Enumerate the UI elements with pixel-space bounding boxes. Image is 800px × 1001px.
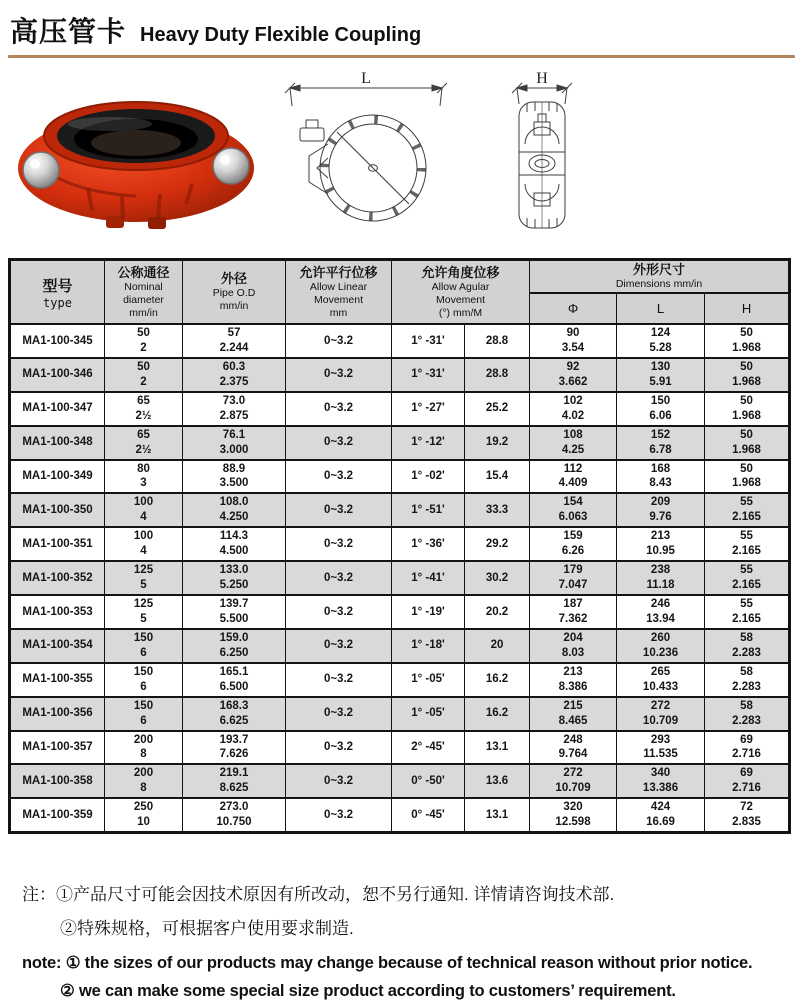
spec-table-header xyxy=(10,260,790,325)
col-header-nominal-diameter: 公称通径 Nominal diameter mm/in xyxy=(105,260,183,325)
cell-dim-l: 168 8.43 xyxy=(617,460,705,494)
cell-dim-phi: 179 7.047 xyxy=(530,561,617,595)
cell-angular-rate: 29.2 xyxy=(465,527,530,561)
cell-dim-phi: 92 3.662 xyxy=(530,358,617,392)
cell-dim-h: 69 2.716 xyxy=(705,731,790,765)
cell-angular-degrees: 0° -45' xyxy=(392,798,465,832)
table-row xyxy=(10,561,790,595)
cell-dim-h: 50 1.968 xyxy=(705,392,790,426)
table-row xyxy=(10,358,790,392)
cell-nominal-diameter: 250 10 xyxy=(105,798,183,832)
cell-angular-degrees: 1° -36' xyxy=(392,527,465,561)
cell-type: MA1-100-355 xyxy=(10,663,105,697)
front-view-drawing xyxy=(280,72,452,238)
page-title-chinese: 高压管卡 xyxy=(10,16,127,47)
cell-linear-movement: 0~3.2 xyxy=(286,595,392,629)
cell-angular-rate: 33.3 xyxy=(465,493,530,527)
cell-angular-degrees: 1° -05' xyxy=(392,663,465,697)
cell-dim-phi: 90 3.54 xyxy=(530,324,617,358)
col-header-type: 型号 type xyxy=(10,260,105,325)
table-row xyxy=(10,426,790,460)
cell-dim-l: 272 10.709 xyxy=(617,697,705,731)
col-header-angular-movement: 允许角度位移 Allow Agular Movement (°) mm/M xyxy=(392,260,530,325)
table-row xyxy=(10,324,790,358)
cell-linear-movement: 0~3.2 xyxy=(286,493,392,527)
cell-dim-h: 69 2.716 xyxy=(705,764,790,798)
cell-angular-degrees: 2° -45' xyxy=(392,731,465,765)
cell-dim-phi: 108 4.25 xyxy=(530,426,617,460)
cell-dim-l: 340 13.386 xyxy=(617,764,705,798)
cell-nominal-diameter: 65 2½ xyxy=(105,392,183,426)
note-chinese-2: ②特殊规格，可根据客户使用要求制造. xyxy=(60,919,354,939)
cell-nominal-diameter: 150 6 xyxy=(105,697,183,731)
cell-pipe-od: 76.1 3.000 xyxy=(183,426,286,460)
cell-dim-l: 130 5.91 xyxy=(617,358,705,392)
cell-dim-l: 213 10.95 xyxy=(617,527,705,561)
cell-type: MA1-100-346 xyxy=(10,358,105,392)
page-title-english: Heavy Duty Flexible Coupling xyxy=(140,24,422,46)
table-row xyxy=(10,392,790,426)
cell-angular-rate: 16.2 xyxy=(465,663,530,697)
cell-type: MA1-100-351 xyxy=(10,527,105,561)
cell-dim-l: 238 11.18 xyxy=(617,561,705,595)
cell-nominal-diameter: 125 5 xyxy=(105,595,183,629)
page-header xyxy=(8,10,792,50)
cell-dim-l: 260 10.236 xyxy=(617,629,705,663)
cell-linear-movement: 0~3.2 xyxy=(286,798,392,832)
cell-type: MA1-100-359 xyxy=(10,798,105,832)
cell-dim-h: 55 2.165 xyxy=(705,493,790,527)
cell-nominal-diameter: 80 3 xyxy=(105,460,183,494)
cell-dim-phi: 102 4.02 xyxy=(530,392,617,426)
cell-dim-l: 152 6.78 xyxy=(617,426,705,460)
side-view-drawing xyxy=(494,72,590,238)
cell-dim-phi: 187 7.362 xyxy=(530,595,617,629)
cell-type: MA1-100-349 xyxy=(10,460,105,494)
cell-angular-rate: 19.2 xyxy=(465,426,530,460)
cell-angular-rate: 30.2 xyxy=(465,561,530,595)
cell-pipe-od: 88.9 3.500 xyxy=(183,460,286,494)
cell-dim-l: 209 9.76 xyxy=(617,493,705,527)
cell-nominal-diameter: 100 4 xyxy=(105,527,183,561)
cell-dim-l: 150 6.06 xyxy=(617,392,705,426)
col-header-phi: Φ xyxy=(530,293,617,324)
cell-type: MA1-100-350 xyxy=(10,493,105,527)
cell-type: MA1-100-356 xyxy=(10,697,105,731)
cell-angular-rate: 16.2 xyxy=(465,697,530,731)
cell-dim-phi: 112 4.409 xyxy=(530,460,617,494)
cell-dim-phi: 248 9.764 xyxy=(530,731,617,765)
table-row xyxy=(10,663,790,697)
cell-nominal-diameter: 50 2 xyxy=(105,324,183,358)
table-row xyxy=(10,764,790,798)
cell-angular-rate: 15.4 xyxy=(465,460,530,494)
table-row xyxy=(10,798,790,832)
table-row xyxy=(10,493,790,527)
product-figures xyxy=(8,70,792,250)
cell-angular-degrees: 1° -31' xyxy=(392,324,465,358)
cell-type: MA1-100-353 xyxy=(10,595,105,629)
cell-dim-l: 293 11.535 xyxy=(617,731,705,765)
cell-dim-phi: 215 8.465 xyxy=(530,697,617,731)
cell-type: MA1-100-352 xyxy=(10,561,105,595)
product-photo xyxy=(10,70,262,238)
cell-linear-movement: 0~3.2 xyxy=(286,697,392,731)
cell-pipe-od: 219.1 8.625 xyxy=(183,764,286,798)
cell-angular-rate: 20.2 xyxy=(465,595,530,629)
cell-dim-phi: 204 8.03 xyxy=(530,629,617,663)
col-header-h: H xyxy=(705,293,790,324)
cell-pipe-od: 133.0 5.250 xyxy=(183,561,286,595)
cell-pipe-od: 139.7 5.500 xyxy=(183,595,286,629)
header-divider xyxy=(8,55,795,58)
cell-linear-movement: 0~3.2 xyxy=(286,426,392,460)
cell-dim-phi: 154 6.063 xyxy=(530,493,617,527)
cell-angular-degrees: 0° -50' xyxy=(392,764,465,798)
cell-nominal-diameter: 200 8 xyxy=(105,731,183,765)
cell-linear-movement: 0~3.2 xyxy=(286,527,392,561)
note-english-2: ② we can make some special size product according to customers’ requirement. xyxy=(60,982,676,1001)
col-header-linear-movement: 允许平行位移 Allow Linear Movement mm xyxy=(286,260,392,325)
footnotes xyxy=(8,880,792,1001)
cell-dim-h: 58 2.283 xyxy=(705,629,790,663)
cell-nominal-diameter: 200 8 xyxy=(105,764,183,798)
cell-nominal-diameter: 50 2 xyxy=(105,358,183,392)
col-header-dimensions: 外形尺寸 Dimensions mm/in xyxy=(530,260,790,294)
cell-pipe-od: 165.1 6.500 xyxy=(183,663,286,697)
cell-dim-phi: 159 6.26 xyxy=(530,527,617,561)
cell-dim-h: 50 1.968 xyxy=(705,358,790,392)
cell-dim-phi: 272 10.709 xyxy=(530,764,617,798)
cell-angular-rate: 13.1 xyxy=(465,798,530,832)
note-english-1: note: ① the sizes of our products may change because of technical reason without prior notice. xyxy=(22,954,753,973)
cell-type: MA1-100-354 xyxy=(10,629,105,663)
cell-type: MA1-100-345 xyxy=(10,324,105,358)
cell-angular-degrees: 1° -12' xyxy=(392,426,465,460)
cell-angular-rate: 20 xyxy=(465,629,530,663)
cell-type: MA1-100-348 xyxy=(10,426,105,460)
cell-dim-h: 72 2.835 xyxy=(705,798,790,832)
table-row xyxy=(10,731,790,765)
cell-linear-movement: 0~3.2 xyxy=(286,324,392,358)
cell-linear-movement: 0~3.2 xyxy=(286,460,392,494)
cell-pipe-od: 273.0 10.750 xyxy=(183,798,286,832)
footnotes-english xyxy=(22,953,792,1001)
cell-pipe-od: 168.3 6.625 xyxy=(183,697,286,731)
cell-angular-rate: 28.8 xyxy=(465,358,530,392)
cell-dim-phi: 213 8.386 xyxy=(530,663,617,697)
cell-angular-degrees: 1° -27' xyxy=(392,392,465,426)
cell-pipe-od: 108.0 4.250 xyxy=(183,493,286,527)
table-row xyxy=(10,595,790,629)
cell-dim-l: 424 16.69 xyxy=(617,798,705,832)
cell-angular-rate: 13.1 xyxy=(465,731,530,765)
cell-dim-l: 124 5.28 xyxy=(617,324,705,358)
cell-angular-degrees: 1° -51' xyxy=(392,493,465,527)
cell-linear-movement: 0~3.2 xyxy=(286,629,392,663)
cell-angular-degrees: 1° -41' xyxy=(392,561,465,595)
cell-dim-h: 55 2.165 xyxy=(705,595,790,629)
col-header-l: L xyxy=(617,293,705,324)
cell-dim-h: 50 1.968 xyxy=(705,324,790,358)
table-row xyxy=(10,629,790,663)
cell-linear-movement: 0~3.2 xyxy=(286,764,392,798)
cell-nominal-diameter: 150 6 xyxy=(105,629,183,663)
cell-dim-h: 58 2.283 xyxy=(705,697,790,731)
cell-angular-rate: 25.2 xyxy=(465,392,530,426)
cell-dim-h: 58 2.283 xyxy=(705,663,790,697)
cell-angular-degrees: 1° -31' xyxy=(392,358,465,392)
col-header-pipe-od: 外径 Pipe O.D mm/in xyxy=(183,260,286,325)
cell-nominal-diameter: 150 6 xyxy=(105,663,183,697)
cell-pipe-od: 193.7 7.626 xyxy=(183,731,286,765)
table-row xyxy=(10,527,790,561)
table-row xyxy=(10,460,790,494)
cell-nominal-diameter: 65 2½ xyxy=(105,426,183,460)
cell-linear-movement: 0~3.2 xyxy=(286,561,392,595)
cell-pipe-od: 159.0 6.250 xyxy=(183,629,286,663)
cell-dim-h: 55 2.165 xyxy=(705,561,790,595)
cell-angular-degrees: 1° -19' xyxy=(392,595,465,629)
cell-pipe-od: 57 2.244 xyxy=(183,324,286,358)
cell-dim-h: 50 1.968 xyxy=(705,426,790,460)
cell-linear-movement: 0~3.2 xyxy=(286,663,392,697)
cell-pipe-od: 114.3 4.500 xyxy=(183,527,286,561)
spec-table xyxy=(8,258,791,834)
cell-angular-degrees: 1° -18' xyxy=(392,629,465,663)
cell-nominal-diameter: 125 5 xyxy=(105,561,183,595)
cell-linear-movement: 0~3.2 xyxy=(286,358,392,392)
cell-dim-l: 265 10.433 xyxy=(617,663,705,697)
cell-angular-degrees: 1° -05' xyxy=(392,697,465,731)
cell-nominal-diameter: 100 4 xyxy=(105,493,183,527)
dimension-label-h: H xyxy=(536,72,548,87)
cell-dim-h: 50 1.968 xyxy=(705,460,790,494)
cell-dim-phi: 320 12.598 xyxy=(530,798,617,832)
note-chinese-1: 注：①产品尺寸可能会因技术原因有所改动，恕不另行通知. 详情请咨询技术部. xyxy=(22,885,615,905)
cell-pipe-od: 60.3 2.375 xyxy=(183,358,286,392)
cell-angular-degrees: 1° -02' xyxy=(392,460,465,494)
cell-pipe-od: 73.0 2.875 xyxy=(183,392,286,426)
dimension-label-l: L xyxy=(361,72,371,87)
cell-linear-movement: 0~3.2 xyxy=(286,392,392,426)
cell-angular-rate: 13.6 xyxy=(465,764,530,798)
cell-type: MA1-100-358 xyxy=(10,764,105,798)
cell-type: MA1-100-357 xyxy=(10,731,105,765)
cell-type: MA1-100-347 xyxy=(10,392,105,426)
cell-angular-rate: 28.8 xyxy=(465,324,530,358)
table-row xyxy=(10,697,790,731)
cell-linear-movement: 0~3.2 xyxy=(286,731,392,765)
cell-dim-l: 246 13.94 xyxy=(617,595,705,629)
spec-table-body xyxy=(10,324,790,833)
cell-dim-h: 55 2.165 xyxy=(705,527,790,561)
